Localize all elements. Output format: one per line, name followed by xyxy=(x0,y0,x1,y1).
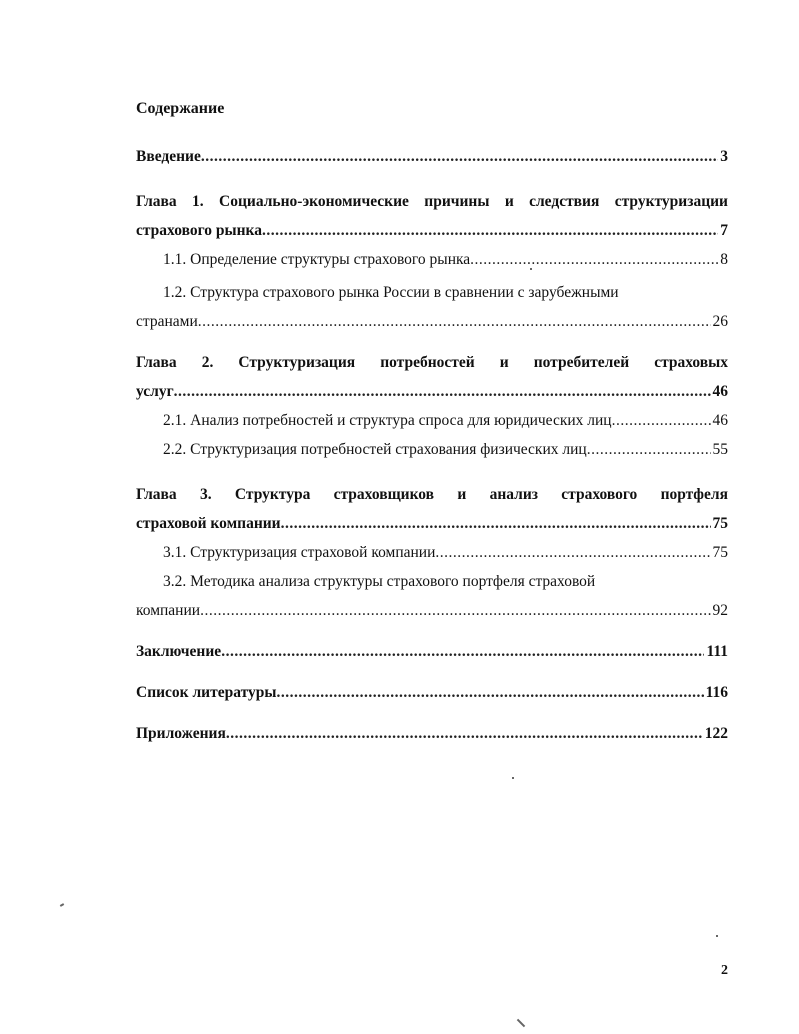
toc-page-number: 7 xyxy=(720,222,728,239)
scan-speck xyxy=(512,777,514,779)
toc-entry-chapter-1[interactable] xyxy=(136,187,728,245)
dot-leader xyxy=(612,406,711,435)
dot-leader xyxy=(201,142,718,171)
toc-entry-chapter-2[interactable] xyxy=(136,348,728,406)
toc-entry-label: 3.1. Структуризация страховой компании xyxy=(163,544,436,561)
toc-entry-section-1-2[interactable] xyxy=(136,278,728,336)
toc-page-number: 8 xyxy=(720,251,728,268)
toc-page-number: 75 xyxy=(712,544,728,561)
toc-entry-label: Список литературы xyxy=(136,684,277,701)
toc-title: Содержание xyxy=(136,100,225,117)
dot-leader xyxy=(174,377,711,406)
toc-page-number: 26 xyxy=(712,313,728,330)
toc-entry-label-continued: страхового рынка xyxy=(136,222,262,239)
scan-speck xyxy=(517,1019,525,1027)
scan-speck xyxy=(530,268,532,270)
toc-entry-label-continued: компании xyxy=(136,602,201,619)
toc-entry-label: Приложения xyxy=(136,725,226,742)
toc-entry-section-2-2[interactable] xyxy=(136,435,728,464)
dot-leader xyxy=(226,719,703,748)
toc-entry-section-2-1[interactable] xyxy=(136,406,728,435)
dot-leader xyxy=(198,307,711,336)
toc-page-number: 55 xyxy=(712,441,728,458)
table-of-contents xyxy=(136,142,728,748)
dot-leader xyxy=(281,509,711,538)
toc-entry-label-continued: страховой компании xyxy=(136,515,281,532)
toc-entry-label: 1.1. Определение структуры страхового рынка xyxy=(163,251,471,268)
toc-page-number: 116 xyxy=(705,684,728,701)
scan-speck xyxy=(60,903,64,907)
toc-entry-label: Заключение xyxy=(136,643,222,660)
toc-entry-conclusion[interactable] xyxy=(136,637,728,666)
dot-leader xyxy=(435,538,710,567)
toc-page-number: 92 xyxy=(712,602,728,619)
page-number: 2 xyxy=(721,963,728,978)
toc-entry-section-3-2[interactable] xyxy=(136,567,728,625)
dot-leader xyxy=(262,216,718,245)
toc-page-number: 46 xyxy=(712,412,728,429)
toc-entry-references[interactable] xyxy=(136,678,728,707)
toc-entry-section-1-1[interactable] xyxy=(136,245,728,274)
toc-entry-label-continued: услуг xyxy=(136,383,174,400)
toc-page-number: 46 xyxy=(712,383,728,400)
toc-entry-introduction[interactable] xyxy=(136,142,728,171)
toc-entry-label: 2.2. Структуризация потребностей страхования физических лиц xyxy=(163,441,587,458)
dot-leader xyxy=(587,435,711,464)
toc-entry-label: Глава 2. Структуризация потребностей и потребителей страховых xyxy=(136,354,728,371)
toc-page-number: 122 xyxy=(704,725,728,742)
toc-entry-section-3-1[interactable] xyxy=(136,538,728,567)
toc-entry-label: 2.1. Анализ потребностей и структура спроса для юридических лиц xyxy=(163,412,612,429)
toc-page-number: 3 xyxy=(720,148,728,165)
toc-page-number: 111 xyxy=(706,643,728,660)
toc-entry-label-continued: странами xyxy=(136,313,198,330)
toc-page-number: 75 xyxy=(712,515,728,532)
dot-leader xyxy=(221,637,704,666)
dot-leader xyxy=(470,245,718,274)
scan-speck xyxy=(716,935,718,937)
toc-entry-chapter-3[interactable] xyxy=(136,480,728,538)
toc-entry-label: Глава 1. Социально-экономические причины и следствия структуризации xyxy=(136,193,728,210)
toc-entry-label: 1.2. Структура страхового рынка России в сравнении с зарубежными xyxy=(163,284,619,301)
toc-entry-label: 3.2. Методика анализа структуры страхового портфеля страховой xyxy=(163,573,596,590)
toc-entry-label: Введение xyxy=(136,148,201,165)
toc-entry-appendix[interactable] xyxy=(136,719,728,748)
toc-entry-label: Глава 3. Структура страховщиков и анализ страхового портфеля xyxy=(136,486,728,503)
dot-leader xyxy=(276,678,703,707)
dot-leader xyxy=(200,596,710,625)
